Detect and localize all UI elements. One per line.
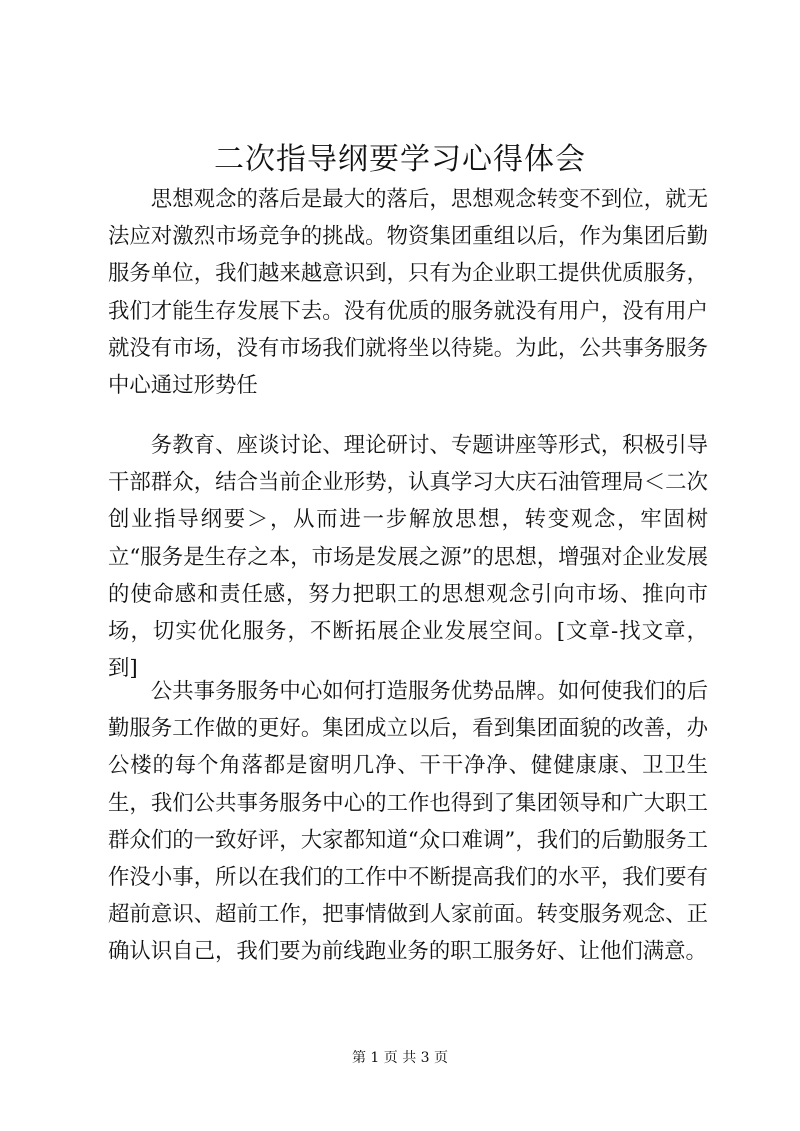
paragraph-3: 公共事务服务中心如何打造服务优势品牌。如何使我们的后勤服务工作做的更好。集团成立以后，看到集团面貌的改善，办公楼的每个角落都是窗明几净、干干净净、健健康康、卫卫生生，我们公共事务服务中心的工作也得到了集团领导和广大职工群众们的一致好评，大家都知道“众口难调”，我们的后勤服务工作没小事，所以在我们的工作中不断提高我们的水平，我们要有超前意识、超前工作，把事情做到人家前面。转变服务观念、正确认识自己，我们要为前线跑业务的职工服务好、让他们满意。: [108, 679, 708, 965]
document-title: 二次指导纲要学习心得体会: [214, 142, 586, 177]
page-footer: 第 1 页 共 3 页: [351, 1050, 449, 1066]
paragraph-2: 务教育、座谈讨论、理论研讨、专题讲座等形式，积极引导干部群众，结合当前企业形势，认真学习大庆石油管理局＜二次创业指导纲要＞，从而进一步解放思想，转变观念，牢固树立“服务是生存之本，市场是发展之源”的思想，增强对企业发展的使命感和责任感，努力把职工的思想观念引向市场、推向市场，切实优化服务，不断拓展企业发展空间。[文章-找文章，到]: [108, 433, 708, 682]
paragraph-1: 思想观念的落后是最大的落后，思想观念转变不到位，就无法应对激烈市场竞争的挑战。物资集团重组以后，作为集团后勤服务单位，我们越来越意识到，只有为企业职工提供优质服务，我们才能生存发展下去。没有优质的服务就没有用户，没有用户就没有市场，没有市场我们就将坐以待毙。为此，公共事务服务中心通过形势任: [108, 187, 708, 399]
